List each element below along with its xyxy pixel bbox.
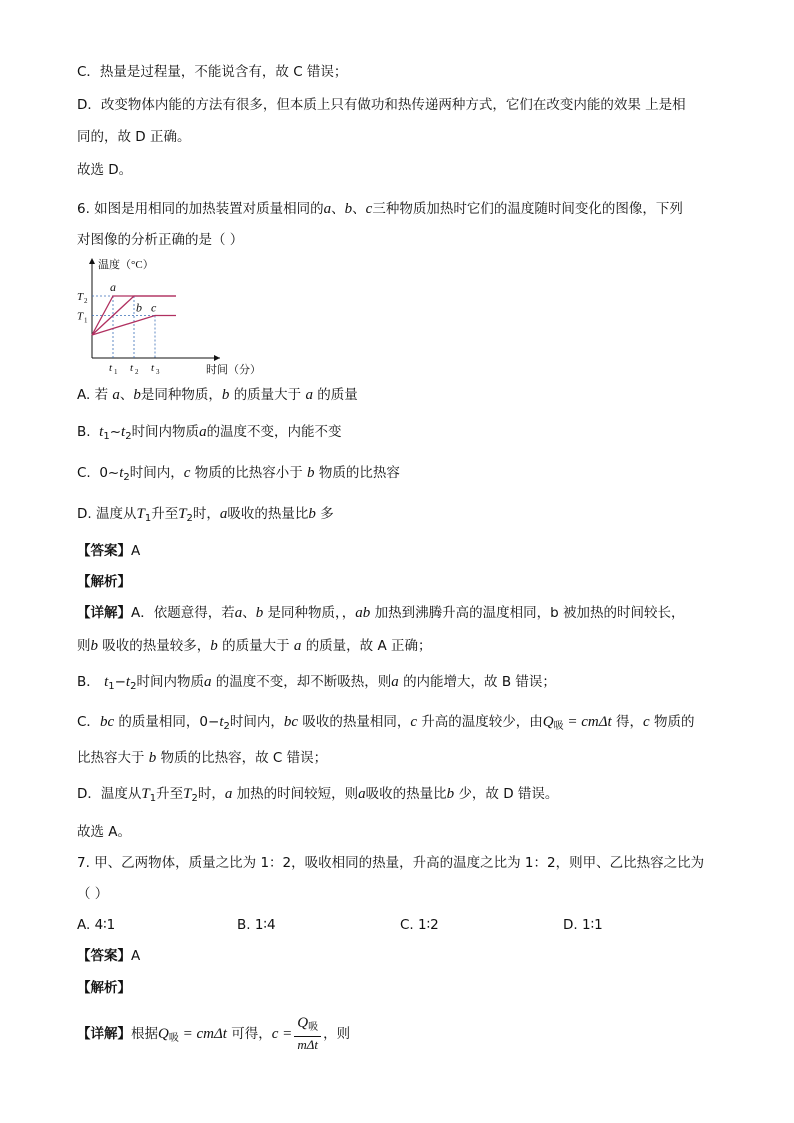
option-b[interactable]: B. $t_1\sim t_2$时间内物质a的温度不变，内能不变 <box>77 424 342 442</box>
explanation-line: 【详解】A．依题意得，若a、b 是同种物质，，ab 加热到沸腾升高的温度相同，b 被加热的时间较长， <box>77 605 685 621</box>
fraction: $\frac{Q_吸}{\text{mΔt}}$ <box>294 1015 321 1053</box>
q7-option-a[interactable]: A. 4∶1 <box>77 917 116 933</box>
y-tick-sub-T2: 2 <box>84 297 88 305</box>
explanation-line: B． $t_1-t_2$时间内物质a 的温度不变，却不断吸热，则a 的内能增大，故 B 错误； <box>77 674 556 692</box>
explanation-line: 【详解】根据$Q_吸 = cm\Delta t$ 可得，c = $\frac{Q_吸}{\text{mΔt}}$ ，则 <box>77 1015 351 1052</box>
option-c[interactable]: C. $0\sim t_2$时间内，c 物质的比热容小于 b 物质的比热容 <box>77 465 400 483</box>
q7-option-d[interactable]: D. 1∶1 <box>563 917 603 933</box>
q7-option-b[interactable]: B. 1∶4 <box>237 917 276 933</box>
y-tick-sub-T1: 1 <box>84 316 88 325</box>
x-axis-label: 时间（分） <box>206 364 261 376</box>
temperature-time-chart <box>72 252 272 380</box>
y-tick-label-T1: T <box>77 310 84 323</box>
x-axis-arrow <box>214 355 220 361</box>
option-a[interactable]: A. 若 a、b是同种物质，b 的质量大于 a 的质量 <box>77 387 358 403</box>
question-7-stem: 7. 甲、乙两物体，质量之比为 1：2，吸收相同的热量，升高的温度之比为 1：2，则甲、乙比热容之比为 <box>77 855 705 871</box>
explanation-line: 比热容大于 b 物质的比热容，故 C 错误； <box>77 750 328 766</box>
y-axis-label: 温度（°C） <box>98 259 154 271</box>
y-axis-arrow <box>89 258 95 264</box>
question-6-stem-2: 对图像的分析正确的是（ ） <box>77 232 244 248</box>
x-tick-sub-t1: 1 <box>114 368 118 376</box>
analysis-heading: 【解析】 <box>77 574 131 590</box>
x-tick-label-t2: t <box>130 362 134 374</box>
x-tick-sub-t2: 2 <box>135 368 139 376</box>
series-label-a: a <box>110 280 116 294</box>
y-tick-label-T2: T <box>77 291 84 303</box>
text-line: D．改变物体内能的方法有很多，但本质上只有做功和热传递两种方式，它们在改变内能的效果 上是相 <box>77 97 686 113</box>
text-line: 同的，故 D 正确。 <box>77 129 191 145</box>
explanation-line: C．bc 的质量相同，$0-t_2$时间内，bc 吸收的热量相同，c 升高的温度较少，由$Q_吸 = cm\Delta t$ 得，c 物质的 <box>77 714 695 732</box>
text-line: 故选 A。 <box>77 824 132 840</box>
x-tick-label-t3: t <box>151 362 155 374</box>
text-line: C．热量是过程量，不能说含有，故 C 错误； <box>77 64 348 80</box>
series-label-c: c <box>151 300 157 315</box>
option-d[interactable]: D. 温度从$T_1$升至$T_2$时，a吸收的热量比b 多 <box>77 506 334 524</box>
answer-line: 【答案】A <box>77 948 141 964</box>
x-tick-sub-t3: 3 <box>156 368 160 376</box>
answer-line: 【答案】A <box>77 543 141 559</box>
question-7-stem-2: （ ） <box>77 886 109 902</box>
text-line: 故选 D。 <box>77 162 133 178</box>
analysis-heading: 【解析】 <box>77 980 131 996</box>
series-label-b: b <box>136 300 142 315</box>
x-tick-label-t1: t <box>109 362 113 374</box>
explanation-line: 则b 吸收的热量较多，b 的质量大于 a 的质量，故 A 正确； <box>77 638 432 654</box>
question-6-stem: 6. 如图是用相同的加热装置对质量相同的a、b、c三种物质加热时它们的温度随时间变化的图像，下列 <box>77 201 683 217</box>
q7-option-c[interactable]: C. 1∶2 <box>400 917 439 933</box>
explanation-line: D．温度从$T_1$升至$T_2$时，a 加热的时间较短，则a吸收的热量比b 少，故 D 错误。 <box>77 786 559 804</box>
